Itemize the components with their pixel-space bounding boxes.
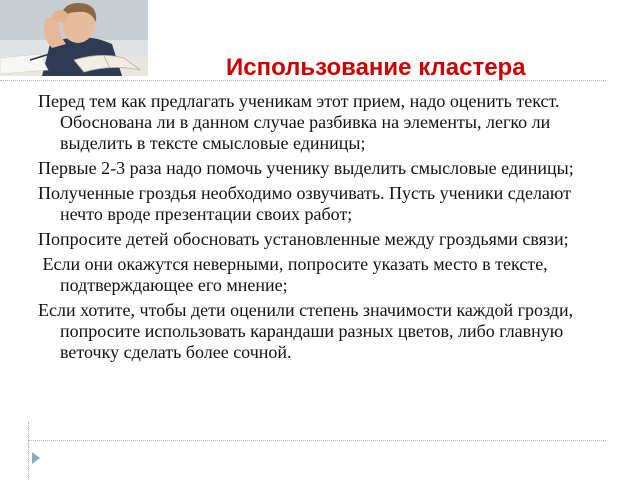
student-reading-photo [0,0,148,76]
list-item: Перед тем как предлагать ученикам этот прием, надо оценить текст. Обоснована ли в данном случае разбивка на элементы, легко ли выделить в тексте смысловые единицы; [38,91,560,153]
footer-divider [28,440,606,441]
list-item: Если хотите, чтобы дети оценили степень значимости каждой грозди, попросите использовать карандаши разных цветов, либо главную веточку сделать более сочной. [38,300,574,362]
triangle-arrow-icon [32,452,40,464]
slide-content [38,91,610,367]
title-divider [0,80,606,81]
list-item: Если они окажутся неверными, попросите указать место в тексте, подтверждающее его мнение; [38,254,553,295]
footer-vertical-divider [28,422,29,480]
slide-title: Использование кластера [226,54,526,81]
list-item: Полученные гроздья необходимо озвучивать. Пусть ученики сделают нечто вроде презентации своих работ; [38,183,571,224]
list-item: Первые 2-3 раза надо помочь ученику выделить смысловые единицы; [38,158,574,178]
list-item: Попросите детей обосновать установленные между гроздьями связи; [38,229,569,249]
